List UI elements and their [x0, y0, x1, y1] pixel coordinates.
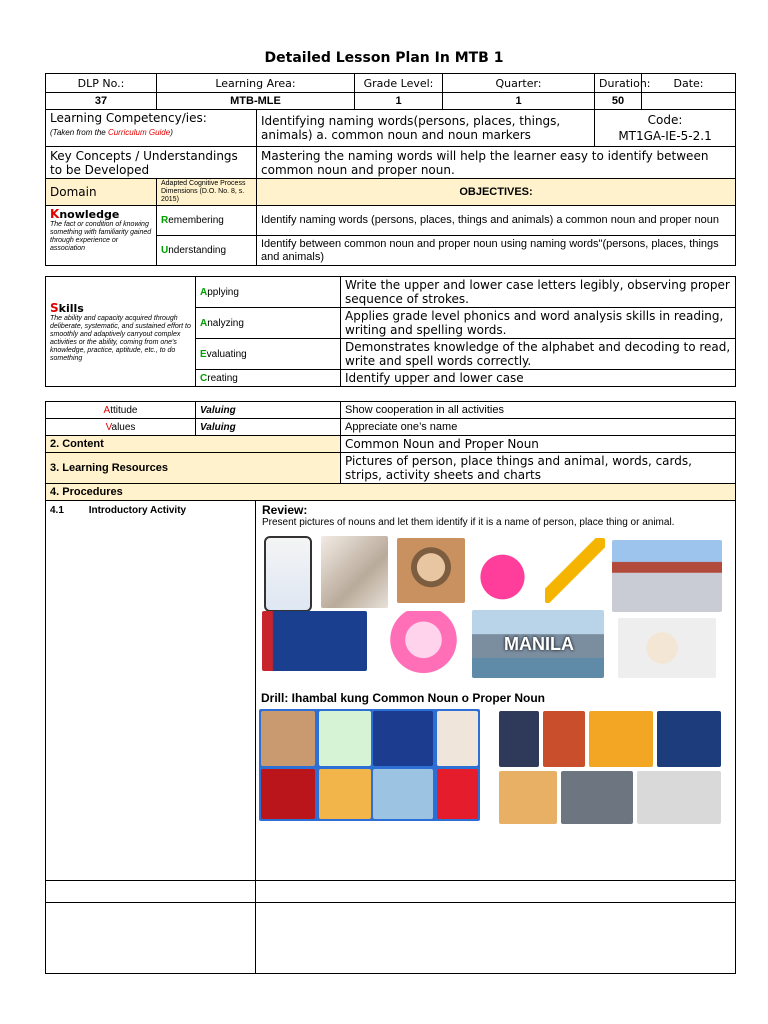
procedures-label: 4. Procedures: [46, 484, 736, 501]
drill-woman-image: [261, 711, 315, 766]
drill-title: Drill: Ihambal kung Common Noun o Proper Noun: [261, 691, 545, 705]
skills-cell: [46, 277, 196, 387]
procedures-table: [45, 401, 736, 974]
code-value: MT1GA-IE-5-2.1: [618, 129, 712, 143]
cat-image: [321, 536, 388, 608]
understanding-objective: Identify between common noun and proper noun using naming words"(persons, places, things and animals): [257, 236, 736, 266]
content-text: Common Noun and Proper Noun: [341, 436, 736, 453]
manila-label: MANILA: [504, 634, 574, 654]
manila-image: [472, 610, 604, 678]
date-label: Date:: [642, 74, 736, 93]
skills-heading: Skills: [50, 300, 84, 315]
evaluating-label: Evaluating: [196, 339, 341, 370]
dlp-no-label: DLP No.:: [46, 74, 157, 93]
date-value: [642, 93, 736, 110]
resources-label: 3. Learning Resources: [46, 453, 341, 484]
drill-boy-image: [499, 711, 539, 767]
drill-shoe-image: [319, 711, 371, 766]
blank-left-1: [46, 881, 256, 903]
attitude-label: Attitude: [46, 402, 196, 419]
values-label: Values: [46, 419, 196, 436]
values-objective: Appreciate one’s name: [341, 419, 736, 436]
lesson-info-table: [45, 73, 736, 266]
content-label: 2. Content: [46, 436, 341, 453]
grade-level-value: 1: [355, 93, 443, 110]
key-concepts-label: Key Concepts / Understandings to be Developed: [46, 147, 257, 179]
values-process: Valuing: [196, 419, 341, 436]
evaluating-objective: Demonstrates knowledge of the alphabet and decoding to read, write and spell words correctly.: [341, 339, 736, 370]
drill-fruits-image: [589, 711, 653, 767]
competency-label: Learning Competency/ies:: [50, 111, 207, 125]
blank-left-2: [46, 903, 256, 974]
domain-label: Domain: [46, 179, 157, 206]
phone-image: [264, 536, 312, 612]
creating-objective: Identify upper and lower case: [341, 370, 736, 387]
dog-image: [618, 618, 716, 678]
applying-objective: Write the upper and lower case letters legibly, observing proper sequence of strokes.: [341, 277, 736, 308]
key-concepts-text: Mastering the naming words will help the learner easy to identify between common noun and proper noun.: [257, 147, 736, 179]
applying-label: Applying: [196, 277, 341, 308]
drill-collage-right: [497, 709, 723, 826]
competency-note: (Taken from the Curriculum Guide): [50, 128, 173, 137]
grade-level-label: Grade Level:: [355, 74, 443, 93]
learning-area-value: MTB-MLE: [157, 93, 355, 110]
blank-right-2: [256, 903, 736, 974]
drill-kitten-image: [437, 711, 478, 766]
dlp-no-value: 37: [46, 93, 157, 110]
skills-description: The ability and capacity acquired through deliberate, systematic, and sustained effort to smoothly and adaptively carryout complex activities or the ability, coming from one's knowledge, practice, aptitude, etc., to do something: [50, 314, 191, 362]
duration-label: Duration:: [595, 74, 642, 93]
drill-oreo-image: [373, 711, 433, 766]
drill-book-image: [319, 769, 371, 819]
president-image: [262, 611, 367, 671]
drill-heels-image: [437, 769, 478, 819]
shoes-image: [471, 538, 541, 603]
code-label: Code:: [647, 113, 683, 127]
knowledge-description: The fact or condition of knowing something with familiarity gained through experience or association: [50, 221, 152, 252]
drill-car-image: [561, 771, 633, 824]
learning-area-label: Learning Area:: [157, 74, 355, 93]
drill-collage-left: [259, 709, 480, 821]
drill-books-image: [543, 711, 585, 767]
blank-right-1: [256, 881, 736, 903]
drill-city-image: [373, 769, 433, 819]
review-text: Present pictures of nouns and let them identify if it is a name of person, place thing or animal.: [262, 517, 675, 528]
objectives-label: OBJECTIVES:: [257, 179, 736, 206]
review-title: Review:: [262, 503, 308, 517]
attitude-process: Valuing: [196, 402, 341, 419]
duration-value: 50: [595, 93, 642, 110]
skills-table: [45, 276, 736, 387]
page-title: Detailed Lesson Plan In MTB 1: [264, 50, 504, 66]
umbrella-image: [382, 611, 465, 683]
pencil-image: [545, 538, 605, 603]
remembering-label: Remembering: [157, 206, 257, 236]
drill-duterte-image: [657, 711, 721, 767]
knowledge-cell: [46, 206, 157, 266]
introductory-activity-cell: [46, 501, 256, 881]
woman-image: [397, 538, 465, 603]
competency-code-cell: [595, 110, 736, 147]
activity-name: Introductory Activity: [88, 505, 187, 516]
quarter-value: 1: [443, 93, 595, 110]
understanding-label: Understanding: [157, 236, 257, 266]
creating-label: Creating: [196, 370, 341, 387]
activity-number: 4.1: [50, 505, 64, 516]
attitude-objective: Show cooperation in all activities: [341, 402, 736, 419]
knowledge-heading: Knowledge: [50, 207, 120, 221]
resources-text: Pictures of person, place things and animal, words, cards, strips, activity sheets and charts: [341, 453, 736, 484]
remembering-objective: Identify naming words (persons, places, things and animals) a common noun and proper noun: [257, 206, 736, 236]
quarter-label: Quarter:: [443, 74, 595, 93]
drill-apples-image: [261, 769, 315, 819]
drill-bread-image: [499, 771, 557, 824]
drill-shoe-brands-image: [637, 771, 721, 824]
analyzing-label: Analyzing: [196, 308, 341, 339]
process-dimensions-label: Adapted Cognitive Process Dimensions (D.O. No. 8, s. 2015): [157, 179, 257, 206]
competency-label-cell: [46, 110, 257, 147]
analyzing-objective: Applies grade level phonics and word analysis skills in reading, writing and spelling words.: [341, 308, 736, 339]
building-image: [612, 540, 722, 612]
competency-text: Identifying naming words(persons, places, things, animals) a. common noun and noun markers: [257, 110, 595, 147]
